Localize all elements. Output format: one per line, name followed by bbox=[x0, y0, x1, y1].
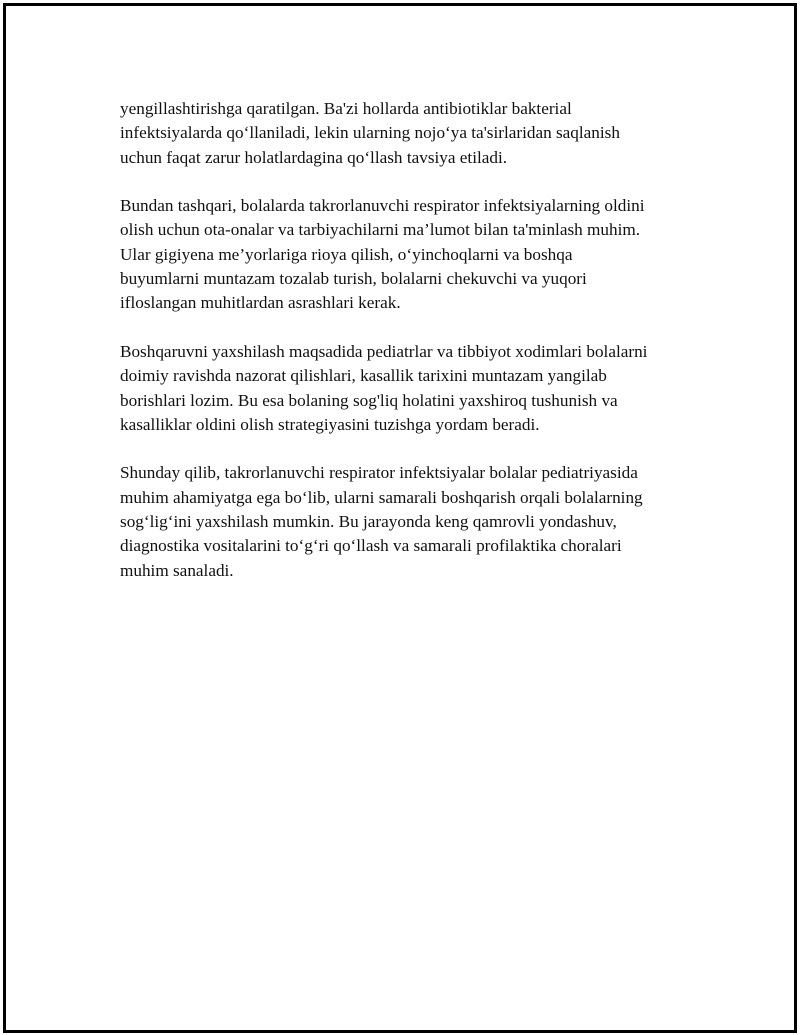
text-line: Shunday qilib, takrorlanuvchi respirator infektsiyalar bolalar pediatriyasida bbox=[120, 463, 638, 483]
text-line: buyumlarni muntazam tozalab turish, bolalarni chekuvchi va yuqori bbox=[120, 269, 587, 289]
text-line: infektsiyalarda qo‘llaniladi, lekin ularning nojo‘ya ta'sirlaridan saqlanish bbox=[120, 123, 620, 143]
text-line: Boshqaruvni yaxshilash maqsadida pediatrlar va tibbiyot xodimlari bolalarni bbox=[120, 341, 648, 361]
text-line: sog‘lig‘ini yaxshilash mumkin. Bu jarayonda keng qamrovli yondashuv, bbox=[120, 512, 617, 532]
text-line: ifloslangan muhitlardan asrashlari kerak. bbox=[120, 293, 401, 313]
text-line: diagnostika vositalarini to‘g‘ri qo‘llash va samarali profilaktika choralari bbox=[120, 536, 622, 556]
page-frame bbox=[3, 3, 797, 1033]
text-line: doimiy ravishda nazorat qilishlari, kasallik tarixini muntazam yangilab bbox=[120, 366, 607, 386]
text-line: olish uchun ota-onalar va tarbiyachilarni ma’lumot bilan ta'minlash muhim. bbox=[120, 220, 641, 240]
paragraph-4 bbox=[120, 461, 710, 582]
text-line: borishlari lozim. Bu esa bolaning sog'liq holatini yaxshiroq tushunish va bbox=[120, 390, 618, 410]
paragraph-2 bbox=[120, 194, 710, 315]
paragraph-3 bbox=[120, 340, 710, 437]
text-line: uchun faqat zarur holatlardagina qo‘llash tavsiya etiladi. bbox=[120, 147, 508, 167]
text-line: muhim ahamiyatga ega bo‘lib, ularni samarali boshqarish orqali bolalarning bbox=[120, 487, 643, 507]
text-line: kasalliklar oldini olish strategiyasini tuzishga yordam beradi. bbox=[120, 414, 540, 434]
paragraph-1 bbox=[120, 97, 710, 170]
text-line: Ular gigiyena me’yorlariga rioya qilish, o‘yinchoqlarni va boshqa bbox=[120, 244, 573, 264]
text-line: muhim sanaladi. bbox=[120, 560, 234, 580]
text-line: Bundan tashqari, bolalarda takrorlanuvchi respirator infektsiyalarning oldini bbox=[120, 196, 645, 216]
text-line: yengillashtirishga qaratilgan. Ba'zi hollarda antibiotiklar bakterial bbox=[120, 99, 572, 118]
document-body bbox=[120, 97, 710, 607]
